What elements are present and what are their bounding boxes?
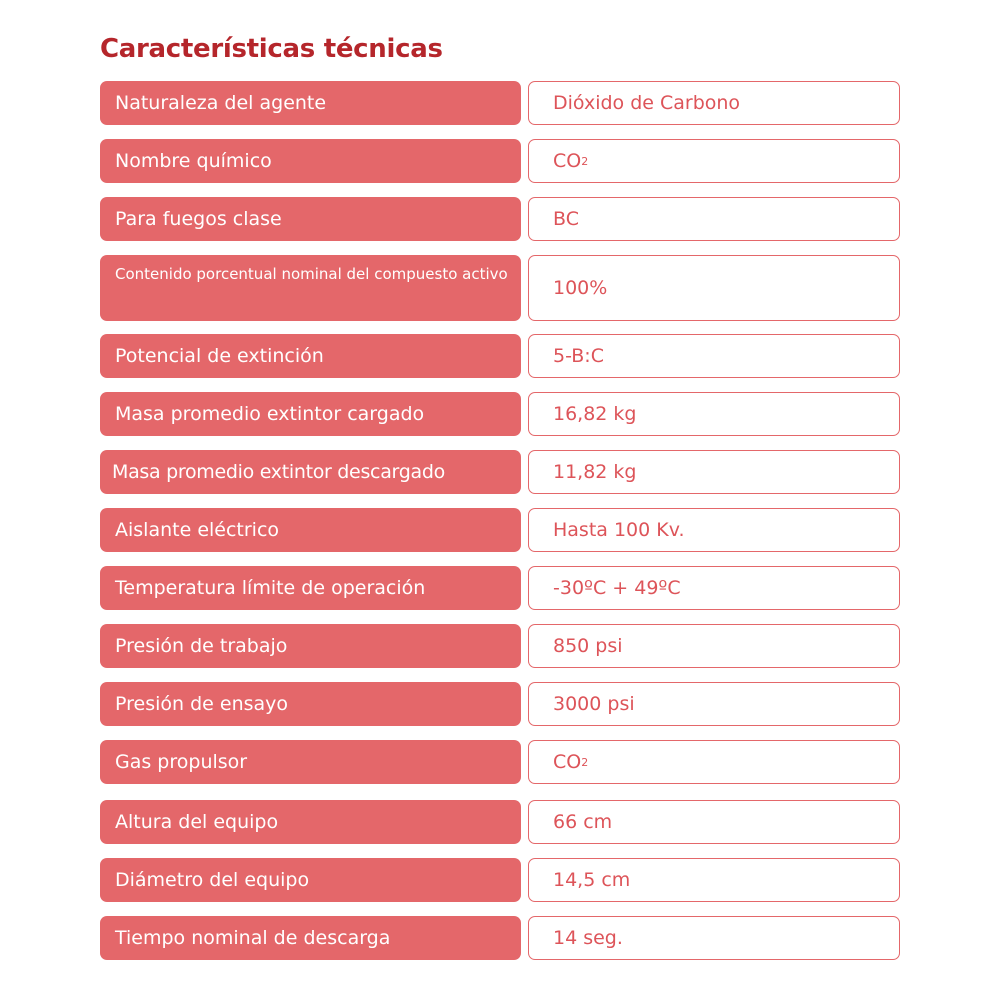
- spec-label: Masa promedio extintor descargado: [100, 450, 521, 494]
- spec-label: Tiempo nominal de descarga: [100, 916, 521, 960]
- spec-value: 16,82 kg: [528, 392, 900, 436]
- spec-label: Aislante eléctrico: [100, 508, 521, 552]
- spec-label: Presión de ensayo: [100, 682, 521, 726]
- spec-value: 5-B:C: [528, 334, 900, 378]
- spec-label: Potencial de extinción: [100, 334, 521, 378]
- spec-label: Masa promedio extintor cargado: [100, 392, 521, 436]
- spec-row-fire-class: [100, 197, 900, 241]
- spec-value: CO 2: [528, 139, 900, 183]
- spec-row-test-pressure: [100, 682, 900, 726]
- spec-row-operating-temperature: [100, 566, 900, 610]
- subscript: 2: [581, 154, 589, 168]
- spec-row-diameter: [100, 858, 900, 902]
- spec-row-active-compound: [100, 255, 900, 321]
- page-title: Características técnicas: [100, 34, 443, 64]
- spec-row-extinction-potential: [100, 334, 900, 378]
- spec-label: Contenido porcentual nominal del compuesto activo: [100, 255, 521, 321]
- spec-row-electrical-insulation: [100, 508, 900, 552]
- spec-row-discharge-time: [100, 916, 900, 960]
- spec-label: Naturaleza del agente: [100, 81, 521, 125]
- spec-value: 11,82 kg: [528, 450, 900, 494]
- spec-row-unloaded-mass: [100, 450, 900, 494]
- spec-value: 66 cm: [528, 800, 900, 844]
- spec-value: 14 seg.: [528, 916, 900, 960]
- spec-label: Gas propulsor: [100, 740, 521, 784]
- subscript: 2: [581, 755, 589, 769]
- spec-value: -30ºC + 49ºC: [528, 566, 900, 610]
- spec-row-working-pressure: [100, 624, 900, 668]
- spec-row-chemical-name: [100, 139, 900, 183]
- spec-row-height: [100, 800, 900, 844]
- spec-value: 3000 psi: [528, 682, 900, 726]
- spec-label: Nombre químico: [100, 139, 521, 183]
- spec-label: Presión de trabajo: [100, 624, 521, 668]
- spec-row-agent-nature: [100, 81, 900, 125]
- spec-value: Hasta 100 Kv.: [528, 508, 900, 552]
- spec-value: 100%: [528, 255, 900, 321]
- spec-value: CO 2: [528, 740, 900, 784]
- spec-label: Para fuegos clase: [100, 197, 521, 241]
- spec-value: 850 psi: [528, 624, 900, 668]
- spec-row-propellant-gas: [100, 740, 900, 784]
- spec-label: Altura del equipo: [100, 800, 521, 844]
- spec-value: 14,5 cm: [528, 858, 900, 902]
- spec-row-loaded-mass: [100, 392, 900, 436]
- spec-value: BC: [528, 197, 900, 241]
- spec-label: Diámetro del equipo: [100, 858, 521, 902]
- spec-value: Dióxido de Carbono: [528, 81, 900, 125]
- spec-label: Temperatura límite de operación: [100, 566, 521, 610]
